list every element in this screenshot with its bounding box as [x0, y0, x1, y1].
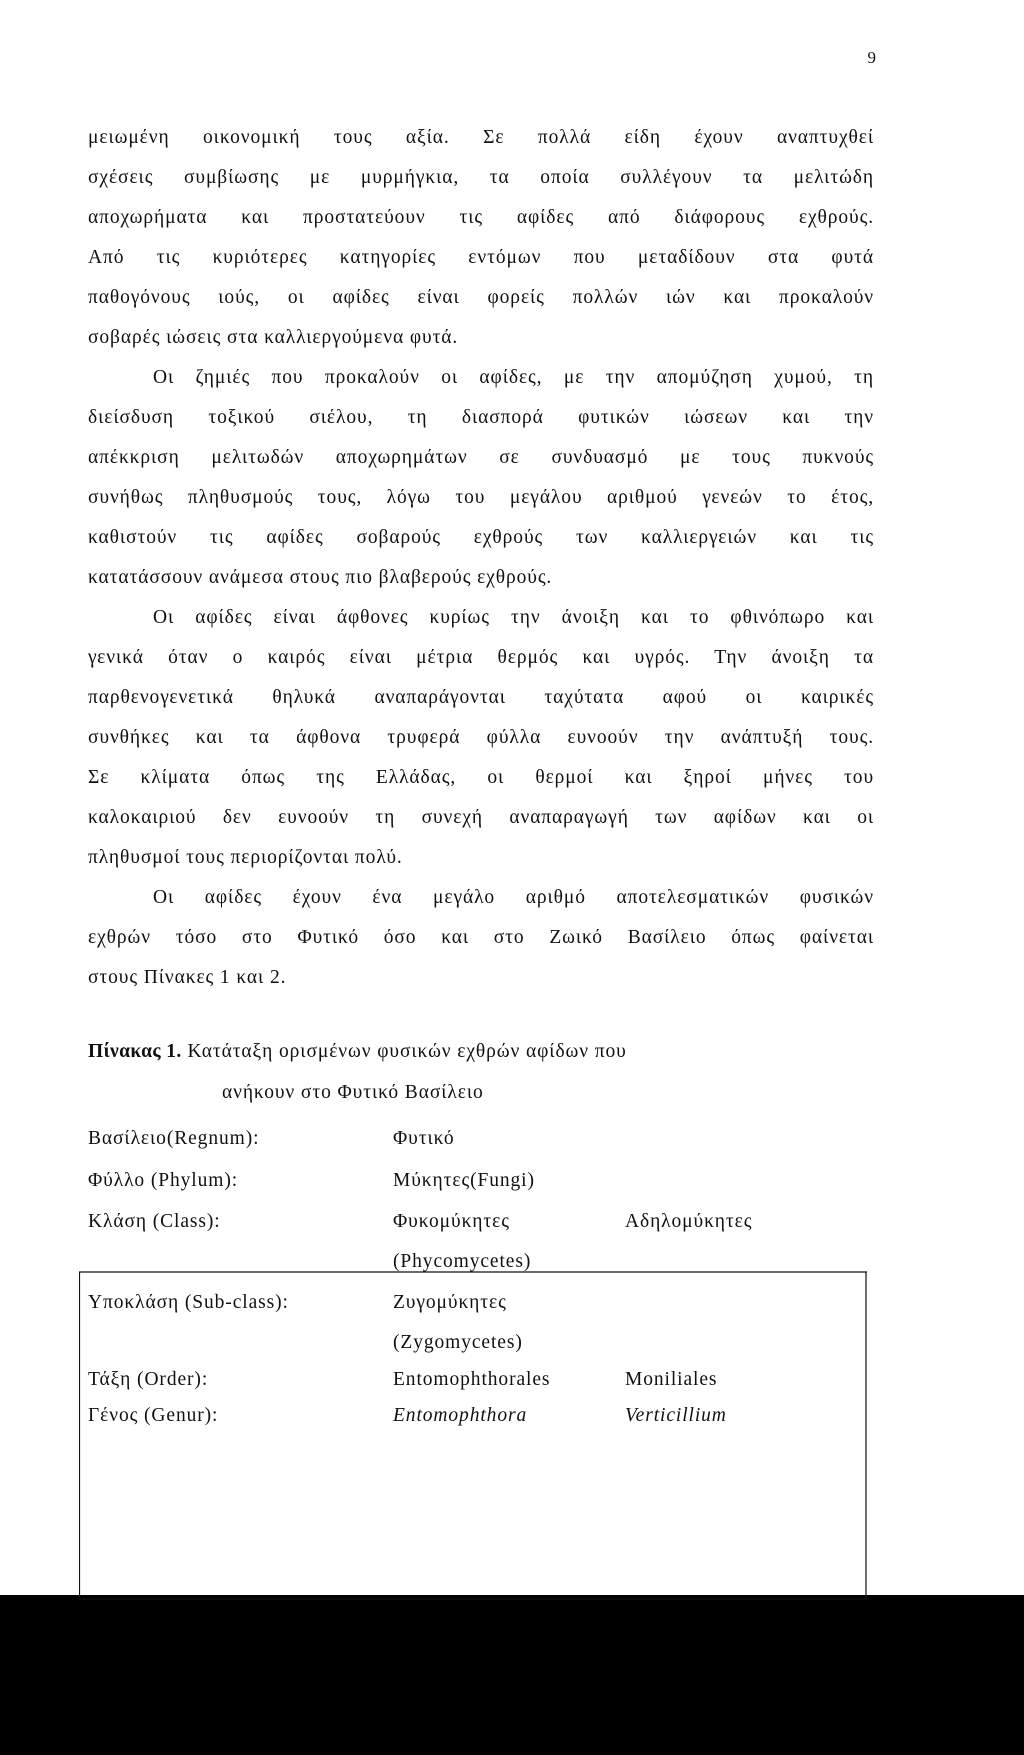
text-line: καθιστούν τις αφίδες σοβαρούς εχθρούς των καλλιεργειών και τις: [88, 527, 874, 548]
text-line: πληθυσμοί τους περιορίζονται πολύ.: [88, 847, 403, 868]
table-caption-line2: ανήκουν στο Φυτικό Βασίλειο: [222, 1082, 484, 1103]
page-number: 9: [867, 48, 876, 67]
table-cell-rank: Γένος (Genur):: [88, 1405, 219, 1426]
text-line: σχέσεις συμβίωσης με μυρμήγκια, τα οποία συλλέγουν τα μελιτώδη: [88, 167, 874, 188]
table-cell-taxon-alt: Αδηλομύκητες: [625, 1211, 753, 1232]
table-cell-rank: Τάξη (Order):: [88, 1369, 209, 1390]
classification-table: [79, 1116, 867, 1444]
text-line: Από τις κυριότερες κατηγορίες εντόμων που μεταδίδουν στα φυτά: [88, 247, 874, 268]
text-line: Σε κλίματα όπως της Ελλάδας, οι θερμοί και ξηροί μήνες του: [88, 767, 874, 788]
text-line: διείσδυση τοξικού σιέλου, τη διασπορά φυτικών ιώσεων και την: [88, 407, 874, 428]
table-caption-label: Πίνακας 1.: [88, 1041, 182, 1062]
table-cell-genus-alt: Verticillium: [625, 1405, 727, 1426]
text-line: παρθενογενετικά θηλυκά αναπαράγονται ταχύτατα αφού οι καιρικές: [88, 687, 874, 708]
text-line: καλοκαιριού δεν ευνοούν τη συνεχή αναπαραγωγή των αφίδων και οι: [88, 807, 874, 828]
table-caption: [88, 1037, 627, 1067]
text-line: συνθήκες και τα άφθονα τρυφερά φύλλα ευνοούν την ανάπτυξή τους.: [88, 727, 874, 748]
table-cell-taxon: Ζυγομύκητες: [393, 1292, 507, 1313]
table-cell-taxon-alt: Moniliales: [625, 1369, 718, 1390]
text-line: παθογόνους ιούς, οι αφίδες είναι φορείς πολλών ιών και προκαλούν: [88, 287, 874, 308]
text-line: συνήθως πληθυσμούς τους, λόγω του μεγάλου αριθμού γενεών το έτος,: [88, 487, 874, 508]
table-cell-rank: Βασίλειο(Regnum):: [88, 1128, 260, 1149]
table-cell-taxon: (Zygomycetes): [393, 1332, 523, 1353]
table-cell-taxon: (Phycomycetes): [393, 1251, 532, 1272]
text-line: στους Πίνακες 1 και 2.: [88, 967, 287, 988]
table-cell-rank: Υποκλάση (Sub-class):: [88, 1292, 289, 1313]
table-cell-taxon: Μύκητες(Fungi): [393, 1170, 535, 1191]
table-cell-taxon: Entomophthorales: [393, 1369, 551, 1390]
text-line: σοβαρές ιώσεις στα καλλιεργούμενα φυτά.: [88, 327, 459, 348]
text-line: γενικά όταν ο καιρός είναι μέτρια θερμός και υγρός. Την άνοιξη τα: [88, 647, 874, 668]
table-cell-rank: Κλάση (Class):: [88, 1211, 221, 1232]
table-cell-taxon: Φυκομύκητες: [393, 1211, 510, 1232]
text-line: Οι αφίδες έχουν ένα μεγάλο αριθμό αποτελεσματικών φυσικών: [153, 887, 874, 908]
text-line: μειωμένη οικονομική τους αξία. Σε πολλά είδη έχουν αναπτυχθεί: [88, 127, 874, 148]
table-cell-rank: Φύλλο (Phylum):: [88, 1170, 239, 1191]
table-cell-genus: Entomophthora: [393, 1405, 528, 1426]
table-caption-text: Κατάταξη ορισμένων φυσικών εχθρών αφίδων που: [187, 1041, 627, 1062]
text-line: απέκκριση μελιτωδών αποχωρημάτων σε συνδυασμό με τους πυκνούς: [88, 447, 874, 468]
text-line: Οι ζημιές που προκαλούν οι αφίδες, με την απομύζηση χυμού, τη: [153, 367, 874, 388]
text-line: εχθρών τόσο στο Φυτικό όσο και στο Ζωικό Βασίλειο όπως φαίνεται: [88, 927, 874, 948]
text-line: Οι αφίδες είναι άφθονες κυρίως την άνοιξη και το φθινόπωρο και: [153, 607, 874, 628]
table-cell-taxon: Φυτικό: [393, 1128, 455, 1149]
text-line: αποχωρήματα και προστατεύουν τις αφίδες από διάφορους εχθρούς.: [88, 207, 874, 228]
text-line: κατατάσσουν ανάμεσα στους πιο βλαβερούς εχθρούς.: [88, 567, 553, 588]
